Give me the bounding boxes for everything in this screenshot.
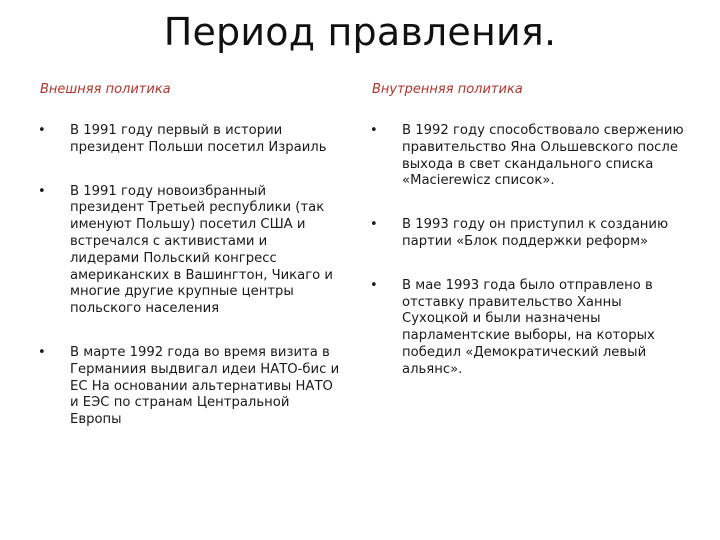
- bullet-icon: •: [370, 217, 378, 233]
- list-item-text: В мае 1993 года было отправлено в отставку правительство Ханны Сухоцкой и были назначены парламентские выборы, на которых победил «Демократический левый альянс».: [402, 277, 655, 377]
- list-item: [40, 184, 340, 318]
- list-item: [40, 123, 340, 157]
- bullet-icon: •: [38, 344, 46, 360]
- list-item: [372, 217, 686, 251]
- list-item-text: В 1991 году новоизбранный президент Третьей республики (так именуют Польшу) посетил США и встречался с активистами и лидерами Польский конгресс американских в Вашингтон, Чикаго и многие другие крупные центры польского населения: [70, 183, 333, 317]
- foreign-policy-column: [40, 82, 340, 429]
- foreign-policy-list: [40, 123, 340, 429]
- list-item: [372, 123, 686, 190]
- list-item: [372, 278, 686, 379]
- bullet-icon: •: [38, 183, 46, 199]
- domestic-policy-heading: Внутренняя политика: [372, 82, 523, 97]
- bullet-icon: •: [38, 123, 46, 138]
- list-item: [40, 345, 340, 429]
- slide-title: Период правления.: [163, 10, 557, 54]
- domestic-policy-column: [372, 82, 686, 379]
- list-item-text: В 1992 году способствовало свержению правительство Яна Ольшевского после выхода в свет скандального списка «Macierewicz список».: [402, 123, 684, 189]
- list-item-text: В 1993 году он приступил к созданию партии «Блок поддержки реформ»: [402, 217, 669, 249]
- bullet-icon: •: [370, 123, 378, 138]
- bullet-icon: •: [370, 277, 378, 293]
- domestic-policy-list: [372, 123, 686, 379]
- list-item-text: В 1991 году первый в истории президент Польши посетил Израиль: [70, 123, 327, 155]
- foreign-policy-heading: Внешняя политика: [40, 82, 171, 97]
- list-item-text: В марте 1992 года во время визита в Германиия выдвигал идеи НАТО-бис и ЕС На основании альтернативы НАТО и ЕЭС по странам Центральной Европы: [70, 344, 340, 428]
